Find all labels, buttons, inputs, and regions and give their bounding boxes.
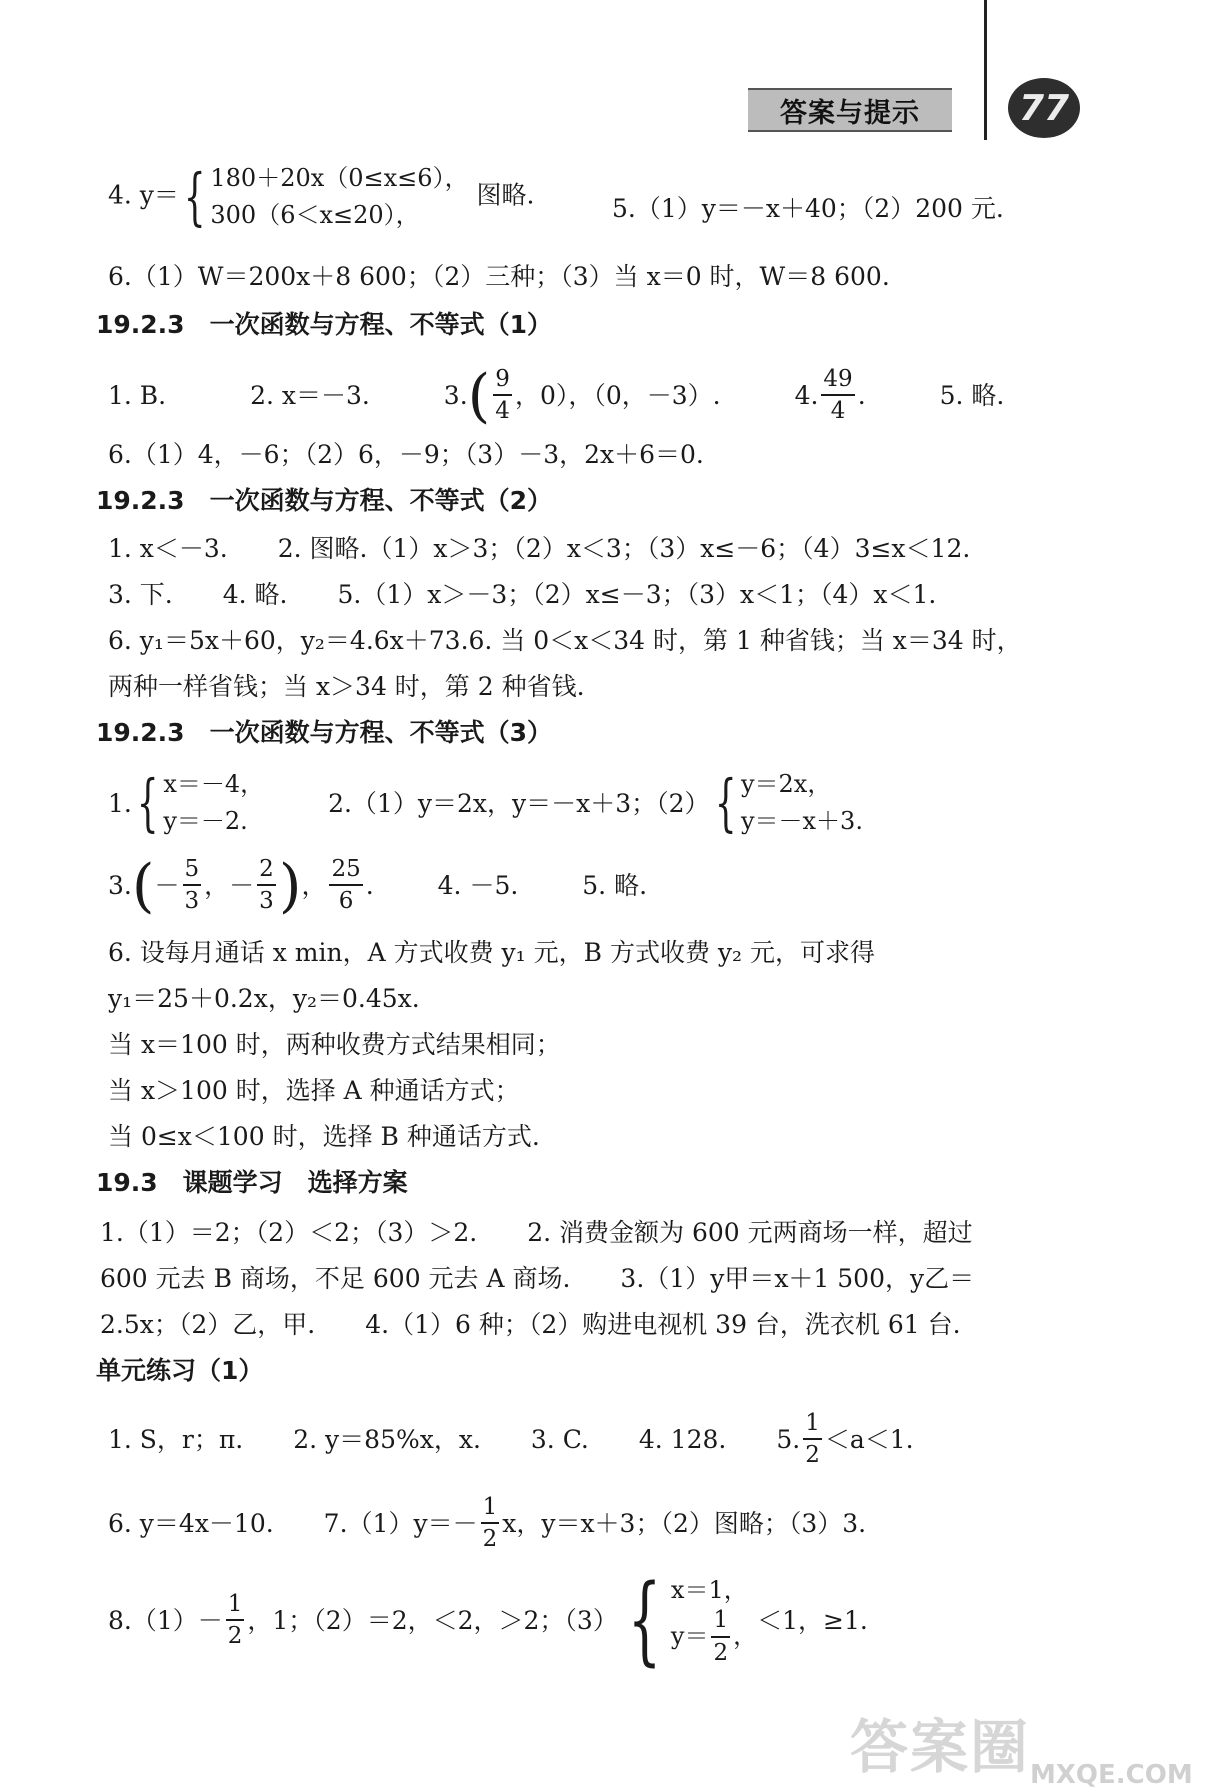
answer-line-6: 6.（1）W＝200x＋8 600；（2）三种；（3）当 x＝0 时，W＝8 600. [108,262,890,291]
s3-q4: 4. －5. [437,870,519,900]
fraction: $\frac{9}{4}$ [495,366,510,425]
answer-4-prefix: 4. y＝ [108,180,179,210]
watermark-url: MXQE.COM [1030,1760,1193,1790]
s3-line-1: 1.{ x＝－4， y＝－2. 2.（1）y＝2x，y＝－x＋3；（2）{ y＝2x， y＝－x＋3. [108,766,863,840]
system-cases: x＝1， y＝ $\frac{1}{2}$ ， [670,1575,758,1666]
answer-line-5: 5.（1）y＝－x＋40；（2）200 元. [612,194,1004,223]
s1-line-2: 6.（1）4，－6；（2）6，－9；（3）－3，2x＋6＝0. [108,440,704,469]
answer-line-4 [108,160,534,234]
system-cases: y＝2x， y＝－x＋3. [740,770,863,836]
brace-icon: { [183,160,206,234]
left-paren-icon: ( [131,851,155,920]
brace-icon: { [136,766,159,840]
section-title-4: 19.3 课题学习 选择方案 [96,1168,408,1197]
s3-line-7: 当 0≤x＜100 时，选择 B 种通话方式. [108,1122,540,1151]
fraction: $\frac{2}{3}$ [259,856,274,915]
s1-q1: 1. B. [108,380,167,410]
answer-4-suffix: 图略. [476,180,535,210]
s5-line-3: 8.（1）－ $\frac{1}{2}$ ，1；（2）＝2，＜2，＞2；（3） { x＝1， y＝ $\frac{1}{2}$ ， ＜1，≥1. [108,1564,868,1676]
brace-icon: { [627,1564,662,1676]
s3-line-2: 3.(－ $\frac{5}{3}$ ，－ $\frac{2}{3}$ )， $\frac{25}{6}$ . 4. －5. 5. 略. [108,851,648,920]
fraction: $\frac{1}{2}$ [482,1494,498,1553]
section-title-3: 19.2.3 一次函数与方程、不等式（3） [96,718,552,747]
s3-line-5: 当 x＝100 时，两种收费方式结果相同； [108,1030,561,1059]
s5-line-1: 1. S，r；π. 2. y＝85%x，x. 3. C. 4. 128. 5. $\frac{1}{2}$ ＜a＜1. [108,1410,914,1469]
left-paren-icon: ( [467,361,491,430]
s2-line-4: 两种一样省钱；当 x＞34 时，第 2 种省钱. [108,672,585,701]
section-title-5: 单元练习（1） [96,1356,264,1385]
s3-line-4: y₁＝25＋0.2x，y₂＝0.45x. [108,984,420,1013]
fraction: $\frac{1}{2}$ [713,1607,729,1666]
fraction: $\frac{1}{2}$ [805,1410,820,1469]
s1-q5: 5. 略. [939,380,1005,410]
s2-line-3: 6. y₁＝5x＋60，y₂＝4.6x＋73.6. 当 0＜x＜34 时，第 1 种省钱；当 x＝34 时， [108,626,1022,655]
fraction: $\frac{25}{6}$ [331,856,361,915]
brace-icon: { [714,766,737,840]
section-title-1: 19.2.3 一次函数与方程、不等式（1） [96,310,552,339]
fraction: $\frac{5}{3}$ [184,856,200,915]
s3-q5: 5. 略. [582,870,648,900]
section-title-2: 19.2.3 一次函数与方程、不等式（2） [96,486,552,515]
s4-line-2: 600 元去 B 商场，不足 600 元去 A 商场. 3.（1）y甲＝x＋1 500，y乙＝ [100,1264,975,1293]
s4-line-1: 1.（1）＝2；（2）＜2；（3）＞2. 2. 消费金额为 600 元两商场一样，超过 [100,1218,973,1247]
case-1: 180＋20x（0≤x≤6）， [210,164,469,192]
right-paren-icon: ) [278,851,302,920]
s3-line-6: 当 x＞100 时，选择 A 种通话方式； [108,1076,520,1105]
s1-q2: 2. x＝－3. [250,380,370,410]
s1-q3-rest: ，0），（0，－3）. [514,380,721,410]
page-number: 77 [1008,78,1080,138]
header-divider-line [984,0,987,140]
s1-line-1: 1. B. 2. x＝－3. 3.( $\frac{9}{4}$ ，0），（0，－3）. 4. $\frac{49}{4}$ . 5. 略. [108,361,1005,430]
s4-line-3: 2.5x；（2）乙，甲. 4.（1）6 种；（2）购进电视机 39 台，洗衣机 61 台. [100,1310,961,1339]
system-cases: x＝－4， y＝－2. [163,770,265,836]
s3-line-3: 6. 设每月通话 x min，A 方式收费 y₁ 元，B 方式收费 y₂ 元，可求得 [108,938,875,967]
fraction: $\frac{1}{2}$ [227,1590,243,1649]
s2-line-2: 3. 下. 4. 略. 5.（1）x＞－3；（2）x≤－3；（3）x＜1；（4）x＜1. [108,580,937,609]
s5-line-2: 6. y＝4x－10. 7.（1）y＝－ $\frac{1}{2}$ x，y＝x＋3；（2）图略；（3）3. [108,1494,867,1553]
watermark-logo: 答案圈 [850,1713,1031,1781]
s3-q2: 2.（1）y＝2x，y＝－x＋3；（2） [328,788,710,818]
case-2: 300（6＜x≤20）， [210,201,420,230]
s1-q4-prefix: 4. [794,380,819,410]
section-label: 答案与提示 [748,88,952,132]
s2-line-1: 1. x＜－3. 2. 图略.（1）x＞3；（2）x＜3；（3）x≤－6；（4）3≤x＜12. [108,534,971,563]
fraction: $\frac{49}{4}$ [823,366,853,425]
s1-q3-prefix: 3. [443,380,468,410]
piecewise-cases [210,160,468,234]
